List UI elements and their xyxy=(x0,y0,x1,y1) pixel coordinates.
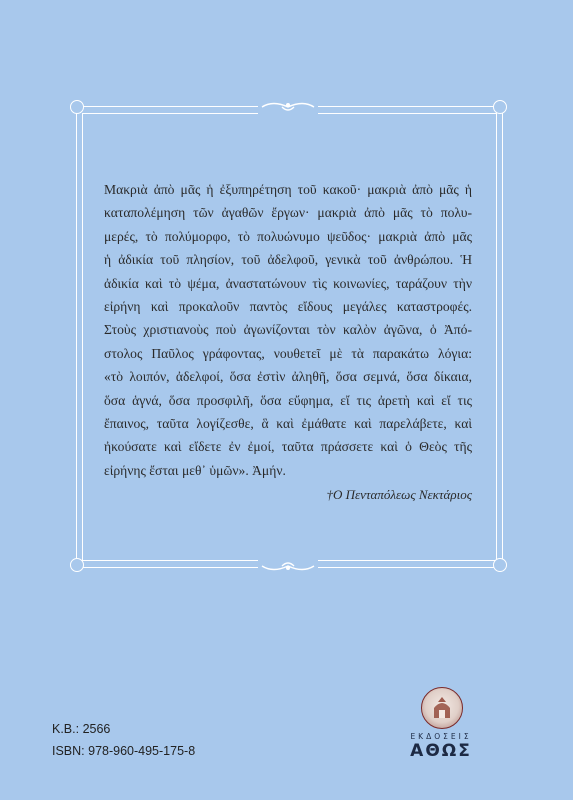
quote-line: μερές, τὸ πολύμορφο, τὸ πολυώνυμο ψεῦδος· μακριὰ ἀπὸ μᾶς xyxy=(104,228,472,244)
quote-line: ἀδικία καὶ τὸ ψέμα, ἀναστατώνουν τὶς κοινωνίες, ταράζουν τὴν xyxy=(104,275,472,291)
publisher-label: ΕΚΔΟΣΕΙΣ xyxy=(410,732,472,741)
quote-line: «τὸ λοιπόν, ἀδελφοί, ὅσα ἐστὶν ἀληθῆ, ὅσα σεμνά, ὅσα δίκαια, xyxy=(104,369,472,385)
isbn-number: ISBN: 978-960-495-175-8 xyxy=(52,744,196,758)
quote-text xyxy=(104,178,472,482)
corner-ornament-icon xyxy=(493,100,507,114)
corner-ornament-icon xyxy=(493,558,507,572)
quote-line: ὅσα ἁγνά, ὅσα προσφιλῆ, ὅσα εὔφημα, εἴ τις ἀρετὴ καὶ εἴ τις xyxy=(104,392,472,408)
top-flourish-icon xyxy=(258,99,318,115)
kb-number: Κ.Β.: 2566 xyxy=(52,722,111,736)
quote-line: εἰρήνη καὶ προκαλοῦν παντὸς εἴδους μεγάλες καταστροφές. xyxy=(104,299,472,315)
publisher-name: ΑΘΩΣ xyxy=(410,741,472,761)
quote-line: εἰρήνης ἔσται μεθ᾽ ὑμῶν». Ἀμήν. xyxy=(104,462,286,478)
corner-ornament-icon xyxy=(70,100,84,114)
quote-line: ἡ ἀδικία τοῦ πλησίον, τοῦ ἀδελφοῦ, γενικὰ τοῦ ἀνθρώπου. Ἡ xyxy=(104,252,472,268)
quote-line: στολος Παῦλος γράφοντας, νουθετεῖ μὲ τὰ παρακάτω λόγια: xyxy=(104,345,472,361)
publisher-logo xyxy=(406,687,476,767)
quote-line: ἔπαινος, ταῦτα λογίζεσθε, ἃ καὶ ἐμάθατε καὶ παρελάβετε, καὶ xyxy=(104,416,472,432)
quote-line: Στοὺς χριστιανοὺς ποὺ ἀγωνίζονται τὸν καλὸν ἀγῶνα, ὁ Ἀπό- xyxy=(104,322,472,338)
bottom-flourish-icon xyxy=(258,558,318,574)
corner-ornament-icon xyxy=(70,558,84,572)
quote-line: καταπολέμηση τῶν ἀγαθῶν ἔργων· μακριὰ ἀπὸ μᾶς τὸ πολυ- xyxy=(104,205,472,221)
seal-icon xyxy=(421,687,463,729)
signature: †Ο Πενταπόλεως Νεκτάριος xyxy=(326,487,472,502)
quote-line: Μακριὰ ἀπὸ μᾶς ἡ ἐξυπηρέτηση τοῦ κακοῦ· μακριὰ ἀπὸ μᾶς ἡ xyxy=(104,182,472,197)
quote-line: ἠκούσατε καὶ εἴδετε ἐν ἐμοί, ταῦτα πράσσετε καὶ ὁ Θεὸς τῆς xyxy=(104,439,472,455)
